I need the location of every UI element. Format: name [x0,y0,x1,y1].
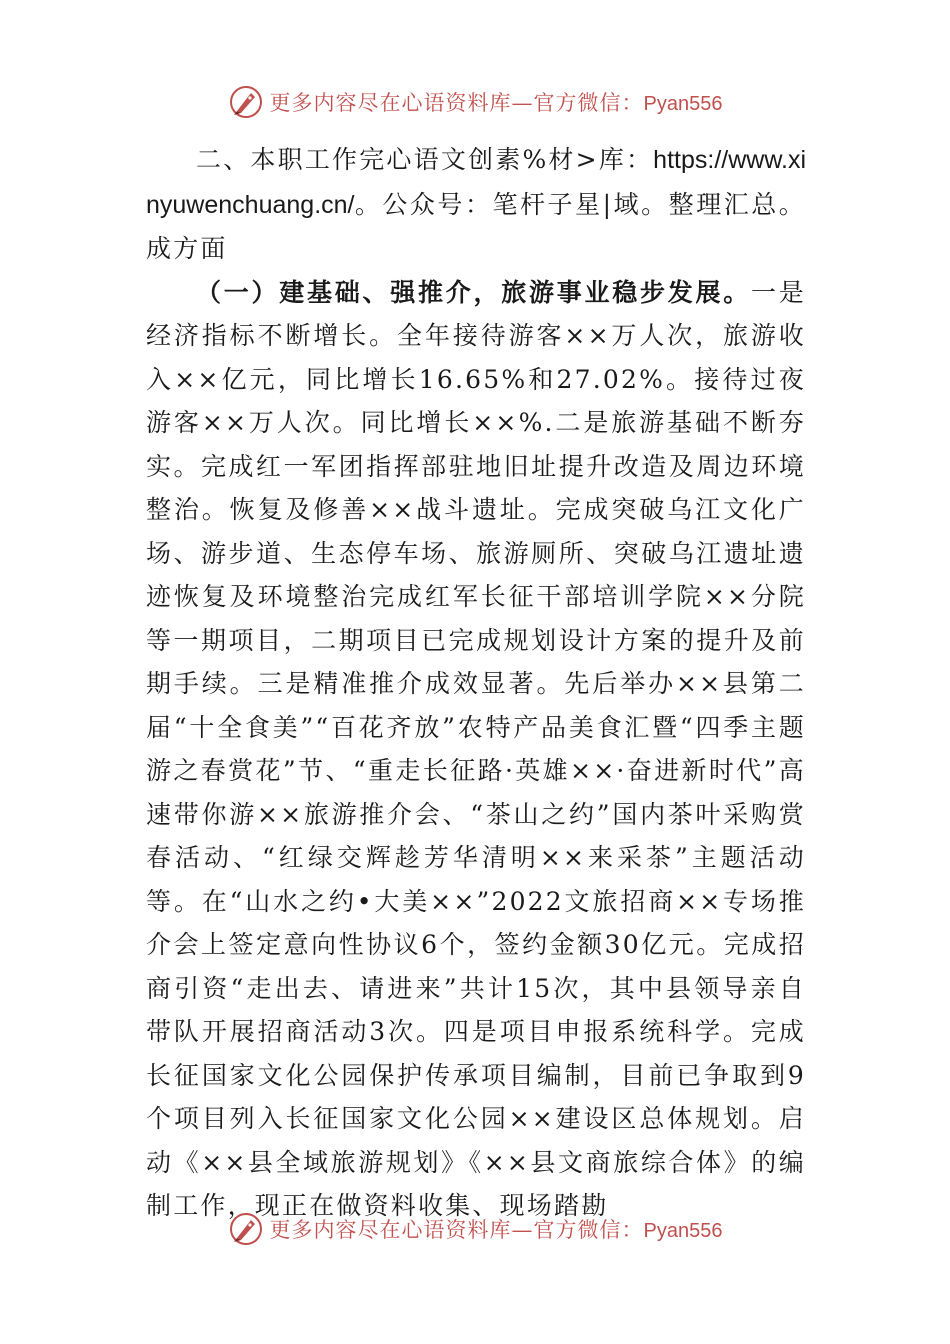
section-heading-suffix: 。公众号：笔杆子星|域。整理汇总。成方面 [146,189,806,263]
banner-text [270,87,723,117]
subsection-body: 一是经济指标不断增长。全年接待游客××万人次，旅游收入××亿元，同比增长16.65%和27.02%。接待过夜游客××万人次。同比增长××%.二是旅游基础不断夯实。完成红一军团指挥部驻地旧址提升改造及周边环境整治。恢复及修善××战斗遗址。完成突破乌江文化广场、游步道、生态停车场、旅游厕所、突破乌江遗址遗迹恢复及环境整治完成红军长征干部培训学院××分院等一期项目，二期项目已完成规划设计方案的提升及前期手续。三是精准推介成效显著。先后举办××县第二届“十全食美”“百花齐放”农特产品美食汇暨“四季主题游之春赏花”节、“重走长征路·英雄××·奋进新时代”高速带你游××旅游推介会、“茶山之约”国内茶叶采购赏春活动、“红绿交辉趁芳华清明××来采茶”主题活动等。在“山水之约•大美××”2022文旅招商××专场推介会上签定意向性协议6个，签约金额30亿元。完成招商引资“走出去、请进来”共计15次，其中县领导亲自带队开展招商活动3次。四是项目申报系统科学。完成长征国家文化公园保护传承项目编制，目前已争取到9个项目列入长征国家文化公园××建设区总体规划。启动《××县全域旅游规划》《××县文商旅综合体》的编制工作，现正在做资料收集、现场踏勘 [146,277,806,1220]
pen-nib-logo-icon [228,84,264,120]
header-banner [0,82,950,122]
footer-banner [0,1209,950,1249]
wechat-id: Pyan556 [643,93,723,115]
pen-nib-logo-icon [228,1211,264,1247]
banner-text [270,1214,723,1244]
banner-slogan: 更多内容尽在心语资料库—官方微信： [269,1218,644,1242]
document-body [146,138,806,1228]
banner-slogan: 更多内容尽在心语资料库—官方微信： [269,91,644,115]
section-heading-prefix: 二、本职工作完心语文创素%材>库： [196,145,654,174]
subsection-paragraph [146,271,806,1228]
section-heading [146,138,806,271]
wechat-id: Pyan556 [643,1220,723,1242]
website-link[interactable]: https://www.xinyuwenchuang.cn/ [146,146,806,219]
subsection-title: （一）建基础、强推介，旅游事业稳步发展。 [196,277,752,307]
